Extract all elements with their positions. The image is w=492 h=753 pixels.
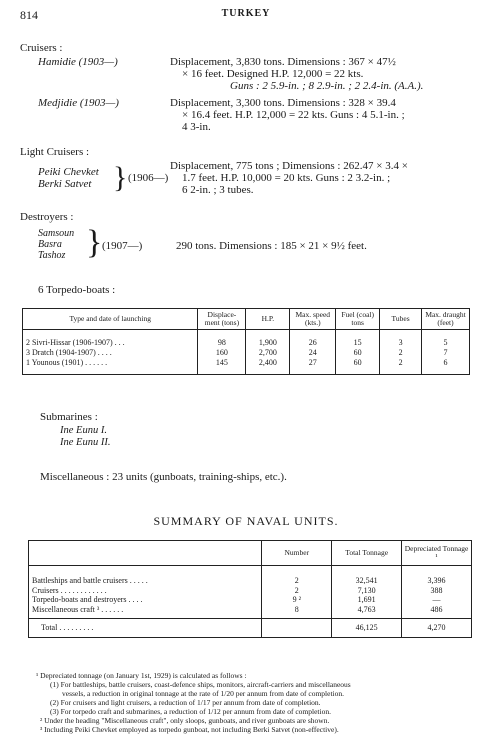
brace: }: [113, 161, 128, 194]
misc-line: Miscellaneous : 23 units (gunboats, training-ships, etc.).: [40, 471, 287, 483]
footnote-1-item-1: (1) For battleships, battle cruisers, coast-defence ships, monitors, aircraft-carriers and miscellaneous: [50, 680, 351, 689]
summary-table: [28, 540, 472, 638]
table-row: Cruisers . . . . . . . . . . . . 2 7,130 388: [29, 586, 472, 596]
torpedo-table: [22, 308, 470, 375]
total-row: Total . . . . . . . . . 46,125 4,270: [29, 619, 472, 638]
table-row: Miscellaneous craft ³ . . . . . . 8 4,763 486: [29, 605, 472, 619]
cruisers-heading: Cruisers :: [20, 42, 63, 54]
page-number: 814: [20, 8, 38, 22]
submarine-names: Ine Eunu I. Ine Eunu II.: [60, 425, 111, 448]
table-header-row: Type and date of launching Displace-ment (tons) H.P. Max. speed (kts.) Fuel (coal) tons Tubes Max. draught (feet): [23, 309, 470, 330]
table-row: Torpedo-boats and destroyers . . . . 9 ² 1,691 —: [29, 595, 472, 605]
destroyers-heading: Destroyers :: [20, 211, 74, 223]
ship-name-medjidie: Medjidie (1903—): [38, 97, 119, 109]
destroyer-year: (1907—): [102, 240, 143, 252]
footnote-1-item-2: (2) For cruisers and light cruisers, a reduction of 1/17 per annum from date of completion.: [50, 698, 321, 707]
light-cruiser-year: (1906—): [128, 172, 169, 184]
table-row: 3 Dratch (1904-1907) . . . . 160 2,700 24 60 2 7: [23, 348, 470, 358]
table-header-row: Number Total Tonnage Depreciated Tonnage ¹: [29, 541, 472, 566]
ship-desc-hamidie: Displacement, 3,830 tons. Dimensions : 367 × 47½ × 16 feet. Designed H.P. 12,000 = 22 kts. Guns : 2 5.9-in. ; 8 2.9-in. ; 2 2.4-in. (A.A.).: [170, 56, 424, 92]
ship-name-hamidie: Hamidie (1903—): [38, 56, 118, 68]
destroyer-names: Samsoun Basra Tashoz: [38, 228, 75, 261]
footnote-1-item-1-cont: vessels, a reduction in original tonnage at the rate of 1/20 per annum from date of completion.: [62, 689, 344, 698]
footnote-2: ² Under the heading "Miscellaneous craft", only sloops, gunboats, and river gunboats are shown.: [40, 716, 330, 725]
footnote-1: ¹ Depreciated tonnage (on January 1st, 1929) is calculated as follows :: [36, 671, 247, 680]
footnote-1-item-3: (3) For torpedo craft and submarines, a reduction of 1/12 per annum from date of completion.: [50, 707, 331, 716]
torpedo-heading: 6 Torpedo-boats :: [38, 284, 116, 296]
page-title: TURKEY: [221, 8, 271, 19]
light-cruiser-desc: Displacement, 775 tons ; Dimensions : 262.47 × 3.4 × 1.7 feet. H.P. 10,000 = 20 kts. Guns : 2 3.2-in. ; 6 2-in. ; 3 tubes.: [170, 160, 408, 196]
table-row: 2 Sivri-Hissar (1906-1907) . . . 98 1,900 26 15 3 5: [23, 330, 470, 349]
summary-title: SUMMARY OF NAVAL UNITS.: [153, 514, 339, 528]
table-row: 1 Younous (1901) . . . . . . 145 2,400 27 60 2 6: [23, 358, 470, 375]
footnote-3: ³ Including Peiki Chevket employed as torpedo gunboat, not including Berki Satvet (non-effective).: [40, 725, 339, 734]
table-row: Battleships and battle cruisers . . . . . 2 32,541 3,396: [29, 566, 472, 586]
light-cruiser-names: Peiki Chevket Berki Satvet: [38, 166, 99, 190]
submarines-heading: Submarines :: [40, 411, 98, 423]
light-cruisers-heading: Light Cruisers :: [20, 146, 90, 158]
footnotes: [36, 671, 486, 734]
ship-desc-medjidie: Displacement, 3,300 tons. Dimensions : 328 × 39.4 × 16.4 feet. H.P. 12,000 = 22 kts. Guns : 4 5.1-in. ; 4 3-in.: [170, 97, 405, 133]
destroyer-desc: 290 tons. Dimensions : 185 × 21 × 9½ feet.: [176, 240, 367, 252]
brace: }: [86, 224, 103, 261]
